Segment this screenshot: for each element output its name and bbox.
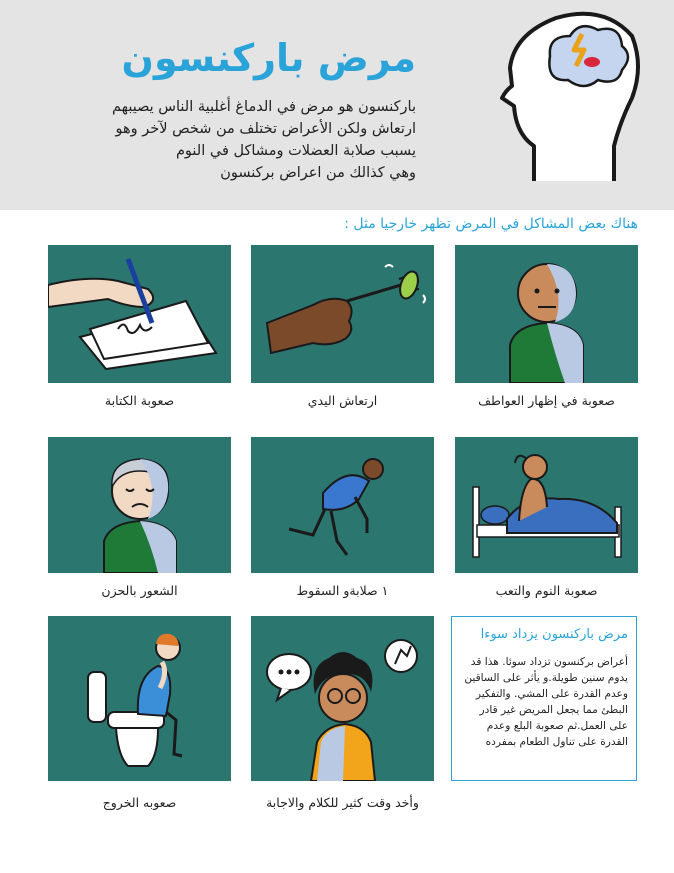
worsening-line: يدوم سنين طويلة.و يأثر على الساقين: [464, 672, 628, 684]
person-neutral-face-icon: [455, 245, 638, 383]
hand-writing-icon: [48, 245, 231, 383]
symptom-caption: صعوبه الخروج: [102, 795, 177, 810]
page-title: مرض باركنسون: [121, 36, 416, 80]
worsening-text: [460, 654, 628, 750]
speech-tile: [251, 616, 434, 781]
person-toilet-icon: [48, 616, 231, 781]
worsening-line: أعراض بركنسون تزداد سوئا. هذا قد: [470, 656, 628, 668]
symptom-caption: صعوبة في إظهار العواطف: [478, 393, 615, 408]
symptom-caption: ١ صلابةو السقوط: [296, 583, 389, 598]
emotions-tile: [455, 245, 638, 383]
tremor-tile: [251, 245, 434, 383]
symptom-caption: الشعور بالحزن: [101, 583, 178, 598]
intro-line: باركنسون هو مرض في الدماغ أغلبية الناس يصيبهم: [112, 99, 416, 115]
writing-tile: [48, 245, 231, 383]
sadness-tile: [48, 437, 231, 573]
sleep-tile: [455, 437, 638, 573]
worsening-line: وعدم القدرة على المشي. والتفكير: [475, 688, 628, 700]
worsening-line: على العمل.ثم صعوبة البلع وعدم: [486, 720, 628, 732]
toilet-tile: [48, 616, 231, 781]
person-stumbling-icon: [251, 437, 434, 573]
intro-line: وهي كذالك من اعراض بركنسون: [220, 165, 416, 181]
intro-line: ارتعاش ولكن الأعراض تختلف من شخص لآخر وهو: [115, 121, 416, 137]
rigidity-falling-tile: [251, 437, 434, 573]
brain-head-icon: [494, 6, 644, 196]
worsening-info-box: [451, 616, 637, 781]
worsening-line: القدرة على تناول الطعام بمفرده: [485, 736, 628, 748]
symptom-caption: وأخد وقت كثير للكلام والاجابة: [266, 795, 419, 810]
person-thinking-icon: [251, 616, 434, 781]
worsening-title: مرض باركنسون يزداد سوءا: [480, 627, 628, 642]
section-subtitle: هناك بعض المشاكل في المرض تظهر خارجيا مثل :: [344, 216, 638, 232]
header-banner: [0, 0, 674, 210]
symptom-caption: ارتعاش اليدي: [307, 393, 378, 408]
worsening-line: البطئ مما يجعل المريض غير قادر: [479, 704, 628, 716]
symptom-caption: صعوبة النوم والتعب: [495, 583, 598, 598]
symptom-caption: صعوبة الكتابة: [104, 393, 175, 408]
intro-text: [36, 96, 416, 184]
intro-line: يسبب صلابة العضلات ومشاكل في النوم: [175, 143, 416, 159]
hand-fork-icon: [251, 245, 434, 383]
sad-elderly-face-icon: [48, 437, 231, 573]
person-bed-icon: [455, 437, 638, 573]
